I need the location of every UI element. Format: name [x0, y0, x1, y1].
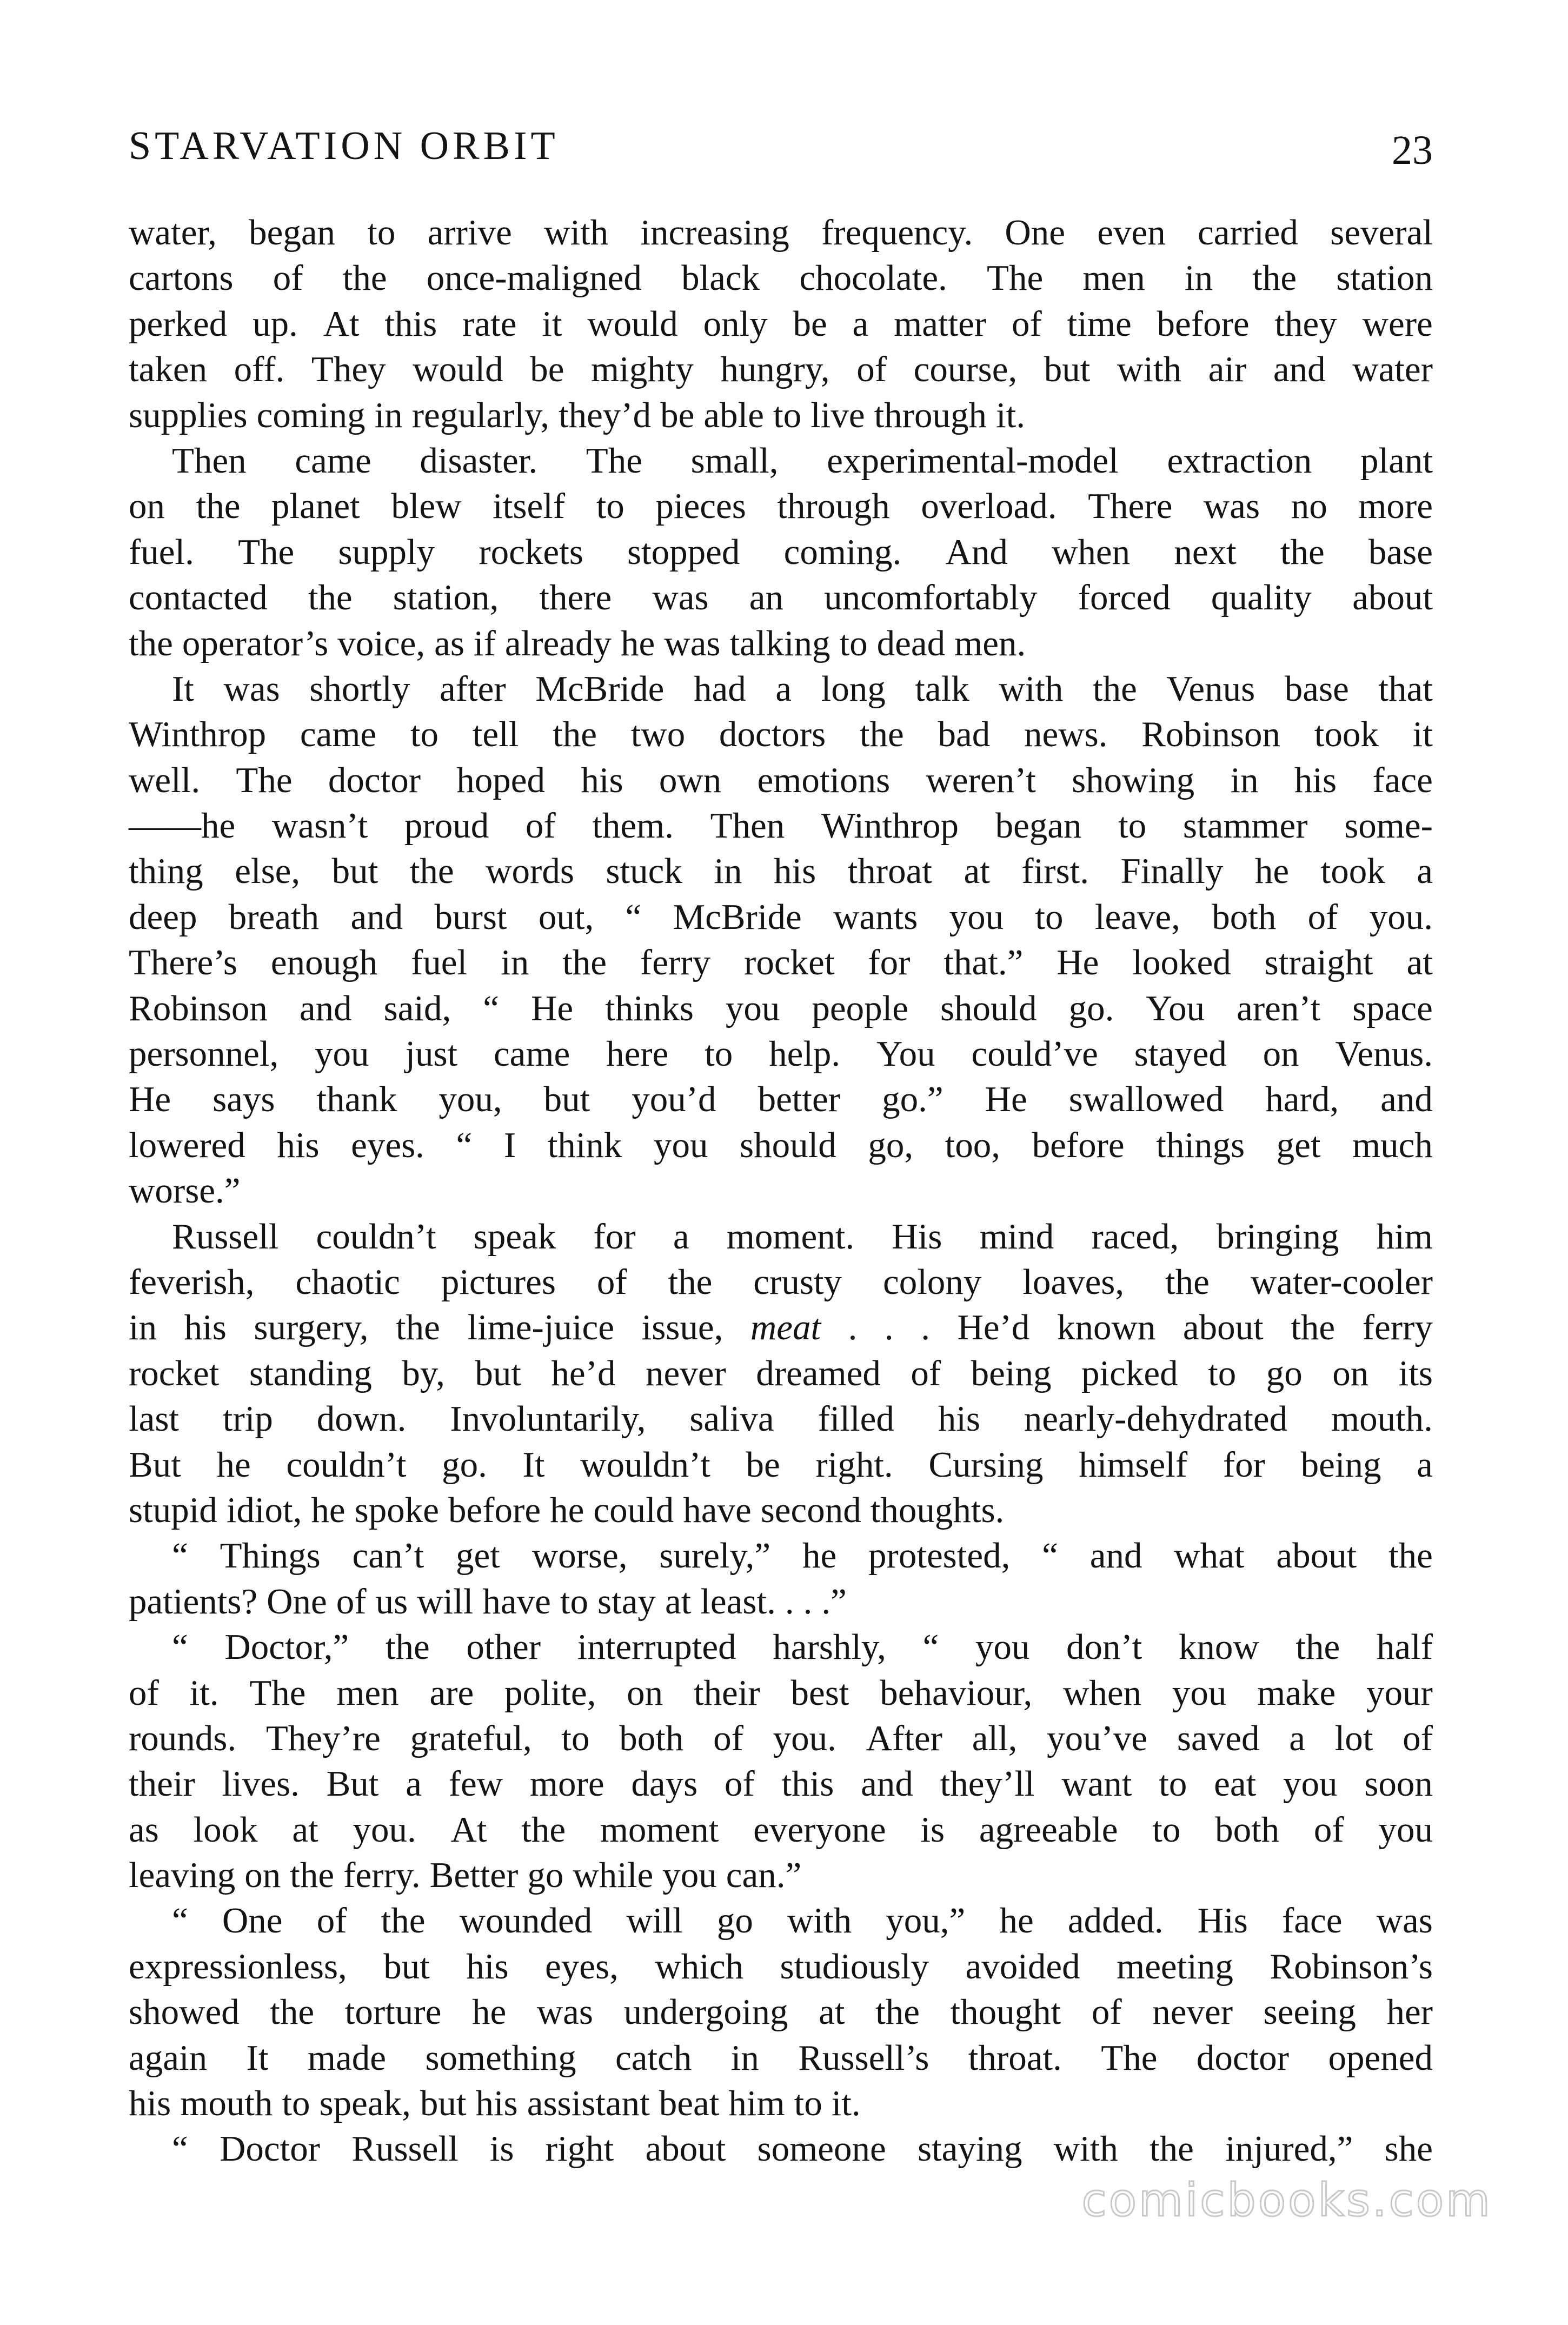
text-line: “ One of the wounded will go with you,” he added. His face was	[172, 1901, 1433, 1941]
text-line: deep breath and burst out, “ McBride wants you to leave, both of you.	[129, 896, 1433, 937]
text-line: water, began to arrive with increasing frequency. One even carried several	[129, 212, 1433, 253]
text-line: their lives. But a few more days of this and they’ll want to eat you soon	[129, 1764, 1433, 1804]
text-line: of it. The men are polite, on their best behaviour, when you make your	[129, 1672, 1433, 1713]
text-line: on the planet blew itself to pieces through overload. There was no more	[129, 486, 1433, 527]
text-line: thing else, but the words stuck in his throat at first. Finally he took a	[129, 851, 1433, 892]
text-line: the operator’s voice, as if already he was talking to dead men.	[129, 623, 1026, 663]
text-line: showed the torture he was undergoing at the thought of never seeing her	[129, 1992, 1433, 2032]
body-text	[129, 210, 1433, 2172]
page-number: 23	[1392, 128, 1433, 173]
text-line: leaving on the ferry. Better go while you can.”	[129, 1855, 802, 1896]
text-line: cartons of the once-maligned black chocolate. The men in the station	[129, 258, 1433, 298]
text-line: expressionless, but his eyes, which studiously avoided meeting Robinson’s	[129, 1946, 1433, 1987]
text-line: rounds. They’re grateful, to both of you. After all, you’ve saved a lot of	[129, 1718, 1433, 1758]
text-line: Robinson and said, “ He thinks you people should go. You aren’t space	[129, 988, 1433, 1028]
text-line: patients? One of us will have to stay at least. . . .”	[129, 1581, 847, 1622]
text-line: stupid idiot, he spoke before he could have second thoughts.	[129, 1490, 1005, 1530]
text-line: contacted the station, there was an uncomfortably forced quality about	[129, 577, 1433, 618]
text-line: There’s enough fuel in the ferry rocket for that.” He looked straight at	[129, 942, 1433, 983]
text-line: worse.”	[129, 1171, 241, 1211]
text-line: perked up. At this rate it would only be a matter of time before they were	[129, 303, 1433, 344]
text-line: again It made something catch in Russell’s throat. The doctor opened	[129, 2037, 1433, 2078]
text-line: well. The doctor hoped his own emotions weren’t showing in his face	[129, 760, 1433, 800]
running-head	[129, 119, 1433, 173]
text-line: But he couldn’t go. It wouldn’t be right. Cursing himself for being a	[129, 1444, 1433, 1485]
text-line: in his surgery, the lime-juice issue, meat . . . He’d known about the ferry	[129, 1307, 1433, 1348]
text-line: Then came disaster. The small, experimental-model extraction plant	[172, 440, 1433, 481]
text-line: feverish, chaotic pictures of the crusty colony loaves, the water-cooler	[129, 1261, 1433, 1302]
text-line: rocket standing by, but he’d never dreamed of being picked to go on its	[129, 1353, 1433, 1393]
text-line: lowered his eyes. “ I think you should go, too, before things get much	[129, 1125, 1433, 1165]
text-line: Winthrop came to tell the two doctors the bad news. Robinson took it	[129, 714, 1433, 755]
watermark-logo: comicbooks.com	[1081, 2174, 1492, 2227]
text-line: fuel. The supply rockets stopped coming. And when next the base	[129, 532, 1433, 572]
text-line: “ Doctor Russell is right about someone staying with the injured,” she	[172, 2129, 1433, 2169]
text-line: last trip down. Involuntarily, saliva filled his nearly-dehydrated mouth.	[129, 1399, 1433, 1439]
text-line: “ Doctor,” the other interrupted harshly, “ you don’t know the half	[172, 1627, 1433, 1668]
text-line: Russell couldn’t speak for a moment. His mind raced, bringing him	[172, 1216, 1433, 1257]
book-title: STARVATION ORBIT	[129, 124, 559, 168]
text-line: his mouth to speak, but his assistant beat him to it.	[129, 2083, 861, 2124]
text-line: It was shortly after McBride had a long talk with the Venus base that	[172, 668, 1433, 709]
text-line: supplies coming in regularly, they’d be able to live through it.	[129, 395, 1025, 435]
text-line: taken off. They would be mighty hungry, of course, but with air and water	[129, 349, 1433, 390]
text-line: He says thank you, but you’d better go.” He swallowed hard, and	[129, 1079, 1433, 1120]
text-line: “ Things can’t get worse, surely,” he protested, “ and what about the	[172, 1536, 1433, 1576]
text-line: ——he wasn’t proud of them. Then Winthrop began to stammer some-	[129, 806, 1433, 846]
text-line: personnel, you just came here to help. You could’ve stayed on Venus.	[129, 1034, 1433, 1074]
text-line: as look at you. At the moment everyone is agreeable to both of you	[129, 1809, 1433, 1850]
